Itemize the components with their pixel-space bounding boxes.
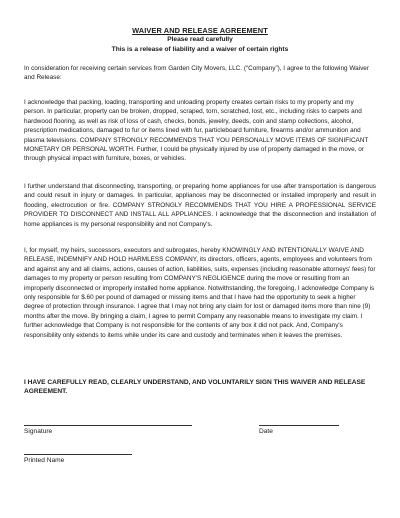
release-indemnity-paragraph: I, for myself, my heirs, successors, executors and subrogates, hereby KNOWINGLY AND INTENTIONALLY WAIVE AND RELEASE, INDEMNIFY AND HOLD HARMLESS COMPANY, its directors, officers, agents, employees and volunteers from and against any and all claims, actions, causes of action, liabilities, suits, expenses (including reasonable attorneys' fees) for damages to my property or person resulting from COMPANY'S NEGLIGENCE during the move or resulting from an improperly disconnected or improperly installed home appliance. Notwithstanding, the foregoing, I acknowledge Company is only responsible for $.60 per pound of damaged or missing items and that I have had the opportunity to seek a higher degree of protection through insurance. I agree that I may not bring any claim for lost or damaged items more than nine (9) months after the move. By bringing a claim, I agree to permit Company any reasonable means to investigate my claim. I further acknowledge that Company is not responsible for the contents of any box it did not pack. And, Company's responsibility only extends to items while under its care and custody and terminates when it leaves the premises. xyxy=(24,247,376,339)
document-subtitle-read-carefully: Please read carefully xyxy=(167,36,233,43)
document-title: WAIVER AND RELEASE AGREEMENT xyxy=(132,26,268,35)
document-subtitle-release-notice: This is a release of liability and a waiver of certain rights xyxy=(111,46,289,53)
intro-paragraph: In consideration for receiving certain services from Garden City Movers, LLC. (“Company”), I agree to the following Waiver and Release: xyxy=(24,65,369,82)
risk-acknowledgement-paragraph: I acknowledge that packing, loading, transporting and unloading property creates certain risks to my property and my person. In particular, property can be broken, dropped, scraped, torn, scratched, lost, etc., including risks to carpets and hardwood flooring, as well as risk of loss of cash, checks, bonds, jewelry, deeds, coin and stamp collections, alcohol, prescription medications, damaged to fur or items lined with fur, particleboard furniture, firearms and/or ammunition and plasma televisions. COMPANY STRONGLY RECOMMENDS THAT YOU PERSONALLY MOVE ITEMS OF SIGNIFICANT MONETARY OR PERSONAL WORTH. Further, I could be physically injured by use of property damaged in the move, or through physical impact with furniture, boxes, or vehicles. xyxy=(24,99,369,163)
final-acknowledgement: I HAVE CAREFULLY READ, CLEARLY UNDERSTAND, AND VOLUNTARILY SIGN THIS WAIVER AND RELEASE AGREEMENT. xyxy=(24,379,366,396)
printed-name-line[interactable] xyxy=(24,454,132,455)
appliance-paragraph: I further understand that disconnecting, transporting, or preparing home appliances for use after transportation is dangerous and could result in injury or damages. In particular, appliances may be disconnected or installed improperly and result in flooding, electrocution or fire. COMPANY STRONGLY RECOMMENDS THAT YOU HIRE A PROFESSIONAL SERVICE PROVIDER TO DISCONNECT AND INSTALL ALL APPLIANCES. I acknowledge that the disconnection and installation of home appliances is my personal responsibility and not Company's. xyxy=(24,183,376,228)
date-label: Date xyxy=(259,428,273,435)
date-line[interactable] xyxy=(259,425,339,426)
signature-label: Signature xyxy=(24,428,53,435)
printed-name-label: Printed Name xyxy=(24,457,65,464)
signature-line[interactable] xyxy=(24,425,192,426)
